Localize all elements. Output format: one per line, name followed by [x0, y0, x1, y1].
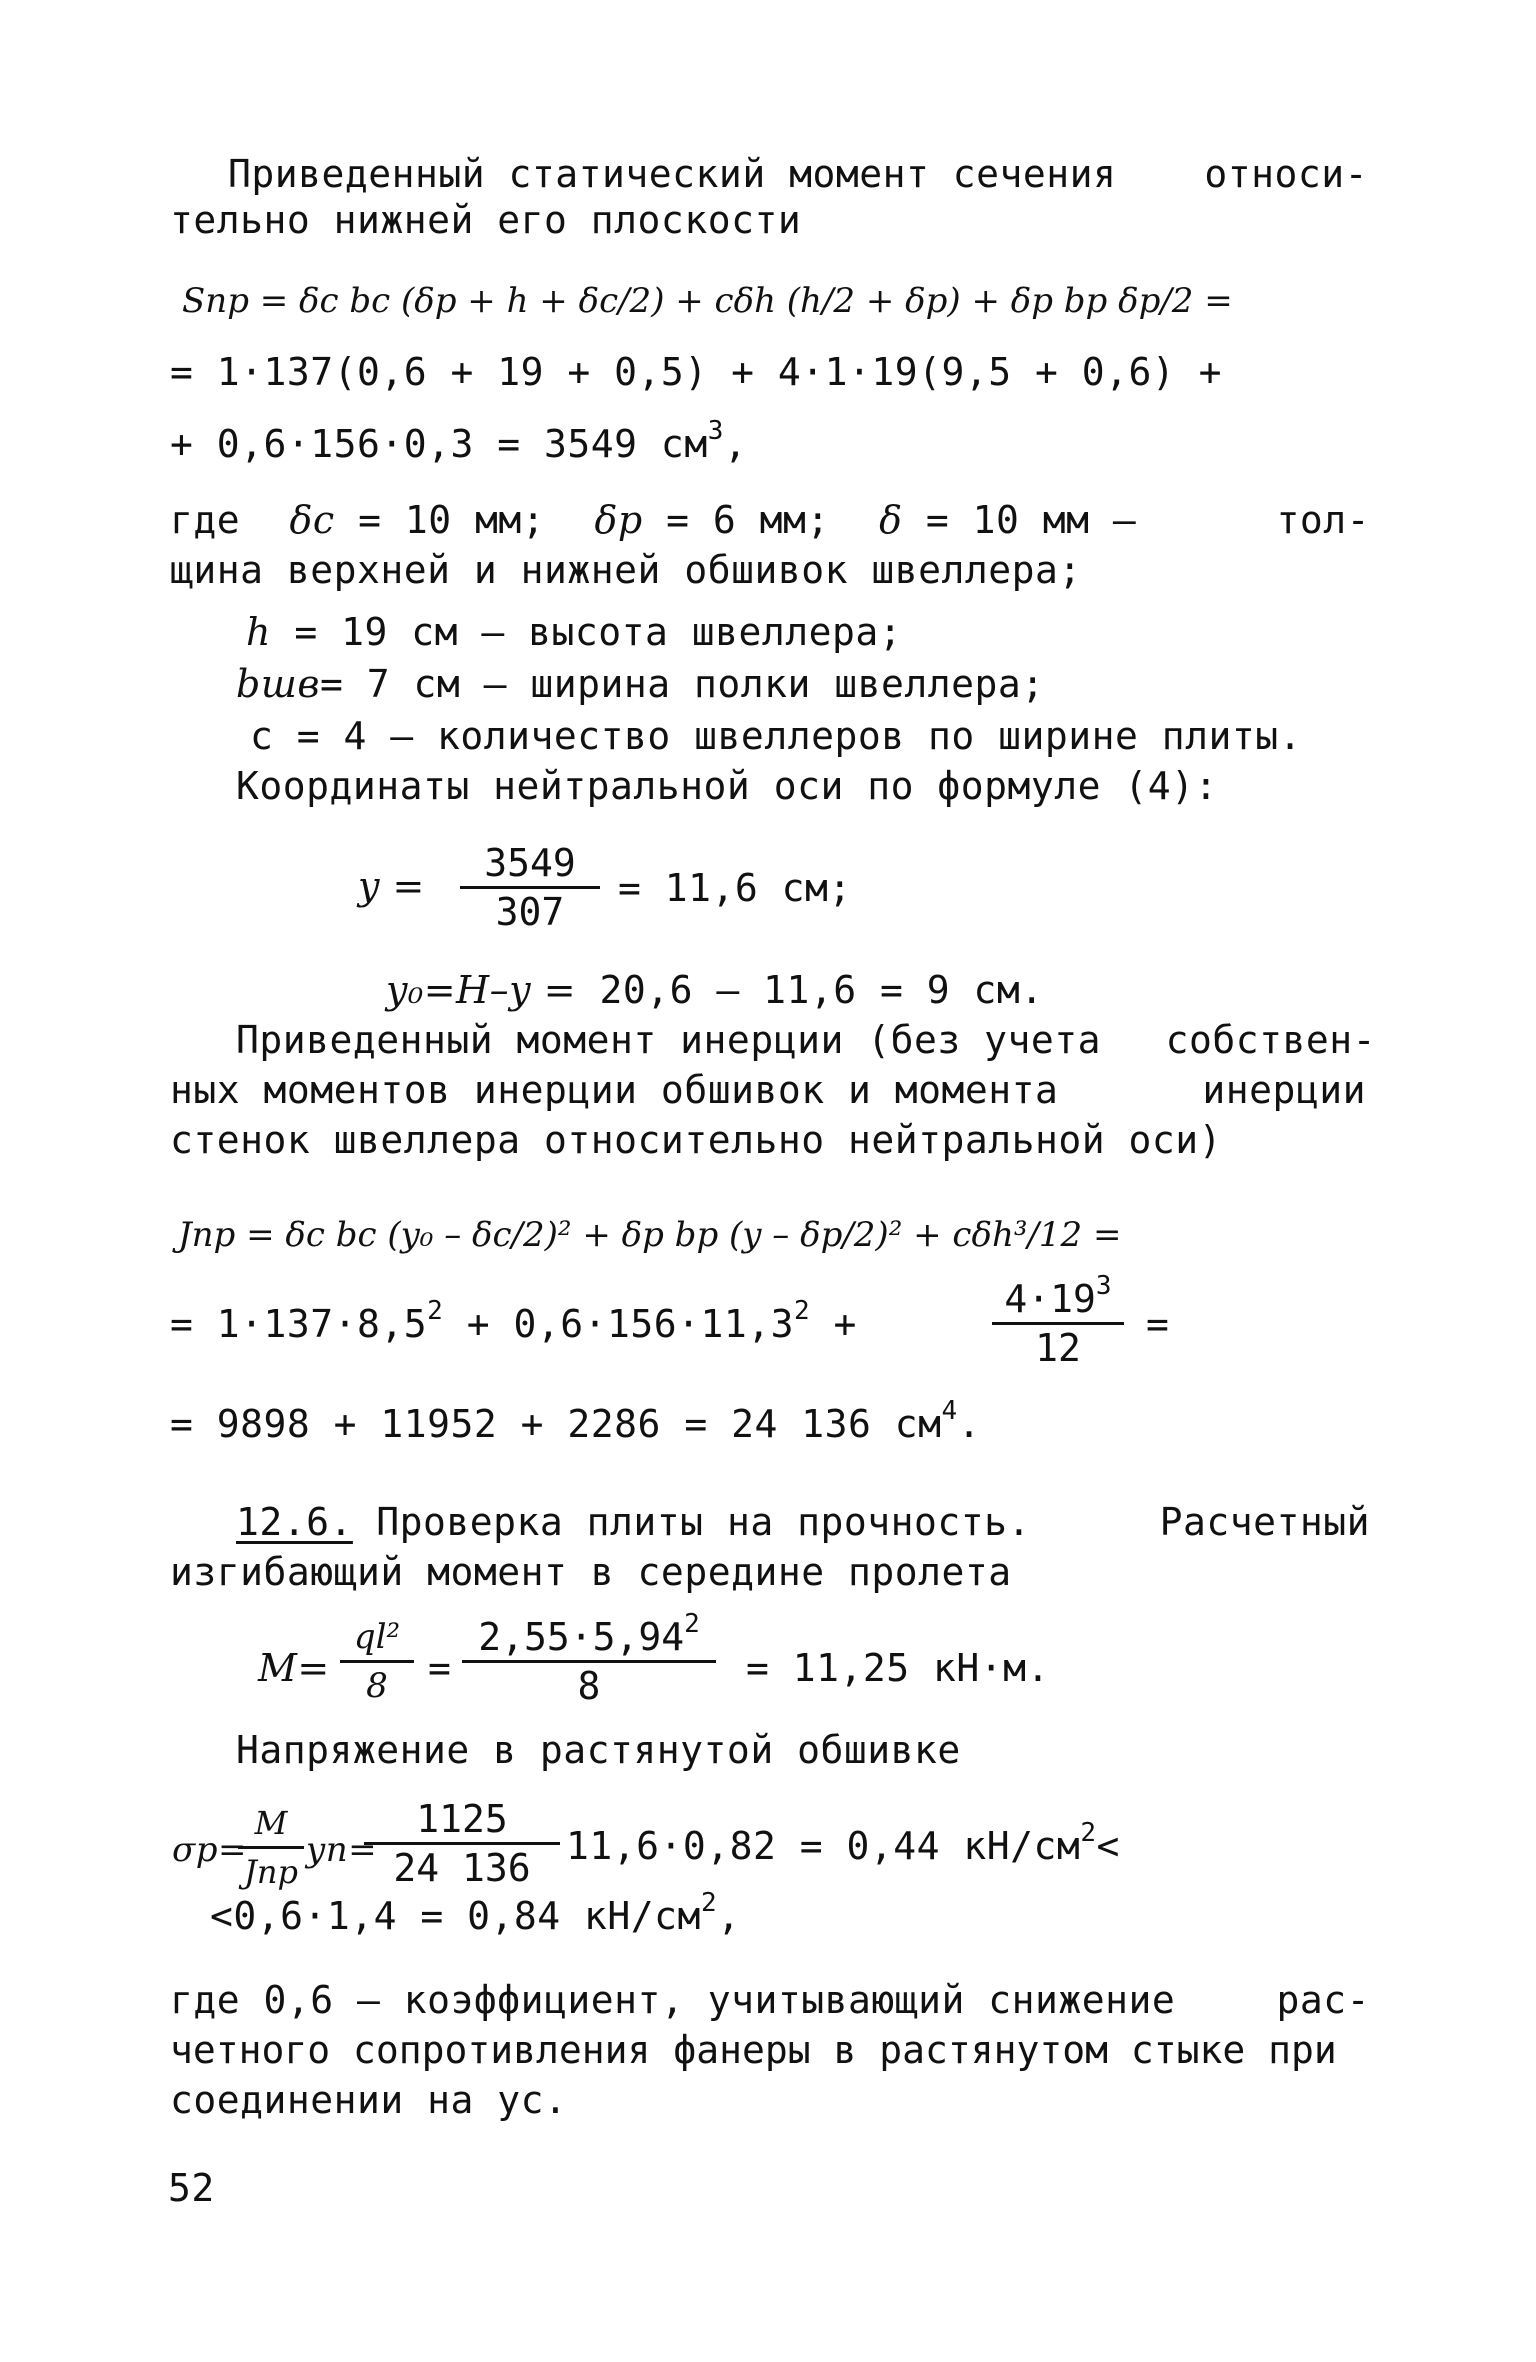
- closing-line-1: [170, 1976, 1370, 2024]
- m-numerator-text: 2,55·5,94: [478, 1615, 685, 1659]
- where-word: где: [170, 498, 241, 542]
- section-line-2: изгибающий момент в середине пролета: [170, 1550, 1012, 1594]
- intro-line-1: [228, 150, 1368, 198]
- h-text: = 19 см – высота швеллера;: [270, 610, 903, 654]
- j-line-2-exp-2: 2: [794, 1296, 811, 1326]
- inertia-line-3: стенок швеллера относительно нейтральной оси): [170, 1118, 1223, 1162]
- section-number: 12.6.: [236, 1500, 353, 1544]
- j-denominator: 12: [1035, 1326, 1081, 1370]
- j-numerator: [992, 1271, 1124, 1325]
- stress-line-2: [210, 1888, 741, 1940]
- inertia-line-1-right: собствен-: [1165, 1018, 1376, 1062]
- section-title: Проверка плиты на прочность.: [352, 1500, 1031, 1544]
- j-formula-line-3: [170, 1396, 982, 1448]
- stress-rhs-text: 11,6·0,82 = 0,44 кН/см: [566, 1824, 1081, 1868]
- j-line-3-exp: 4: [941, 1396, 958, 1426]
- stress-symbolic-denominator: Jпр: [244, 1853, 298, 1891]
- y0-rhs: 20,6 – 11,6 = 9 см.: [599, 968, 1044, 1012]
- s-formula-line-3-end: ,: [723, 422, 748, 466]
- delta-c-value: = 10 мм;: [334, 498, 546, 542]
- section-heading-line: [236, 1498, 1370, 1546]
- s-formula-line-3-text: + 0,6·156·0,3 = 3549 см: [170, 422, 708, 466]
- intro-line-1-right: относи-: [1204, 152, 1368, 196]
- j-line-2-a: = 1·137·8,5: [170, 1302, 428, 1346]
- where-line-1-right: тол-: [1276, 498, 1370, 542]
- s-formula-symbolic: Sпр = δc bc (δp + h + δc/2) + cδh (h/2 + δp) + δp bp δp/2 =: [182, 281, 1233, 321]
- m-symbolic-denominator: 8: [366, 1666, 388, 1706]
- stress-rhs-exp: 2: [1080, 1818, 1097, 1848]
- j-numerator-text: 4·19: [1004, 1277, 1096, 1321]
- b-text: = 7 см – ширина полки швеллера;: [319, 662, 1045, 706]
- closing-line-2: четного сопротивления фанеры в растянутом стыке при: [170, 2028, 1337, 2072]
- h-definition: [246, 608, 902, 656]
- m-numerator: [462, 1609, 716, 1663]
- page-number: 52: [168, 2166, 215, 2210]
- stress-symbolic-numerator: M: [238, 1800, 304, 1849]
- y-lhs: y =: [358, 864, 425, 908]
- j-line-3-text: = 9898 + 11952 + 2286 = 24 136 см: [170, 1402, 942, 1446]
- m-numerator-exp: 2: [684, 1609, 700, 1639]
- stress-intro: Напряжение в растянутой обшивке: [236, 1728, 961, 1772]
- closing-line-3: соединении на ус.: [170, 2078, 568, 2122]
- stress-symbolic-tail: yn=: [306, 1830, 378, 1870]
- where-line-1: [170, 496, 1370, 544]
- b-definition: [236, 660, 1045, 708]
- c-definition: c = 4 – количество швеллеров по ширине плиты.: [250, 714, 1303, 758]
- s-formula-line-2: = 1·137(0,6 + 19 + 0,5) + 4·1·19(9,5 + 0,6) +: [170, 350, 1223, 394]
- delta-p-value: = 6 мм;: [642, 498, 830, 542]
- intro-line-1-left: Приведенный статический момент сечения: [228, 152, 1117, 196]
- stress-numerator: 1125: [364, 1796, 560, 1845]
- stress-line-2-exp: 2: [700, 1888, 718, 1918]
- stress-fraction: [364, 1796, 560, 1891]
- delta-c-symbol: δc: [289, 498, 335, 542]
- s-formula-line-3: [170, 416, 748, 468]
- y-numerator: 3549: [460, 840, 600, 889]
- m-symbolic-fraction: [340, 1614, 414, 1709]
- coords-heading: Координаты нейтральной оси по формуле (4):: [236, 764, 1218, 808]
- y0-lhs: y₀=H–y =: [386, 968, 577, 1012]
- s-formula-line-3-exponent: 3: [707, 416, 724, 446]
- y-rhs: = 11,6 см;: [618, 866, 852, 910]
- delta-value: = 10 мм –: [902, 498, 1137, 542]
- j-formula-line-2: [170, 1296, 857, 1348]
- stress-denominator: 24 136: [393, 1846, 531, 1890]
- m-fraction: [462, 1609, 716, 1709]
- stress-line-2-end: ,: [717, 1894, 741, 1938]
- closing-line-1-right: рас-: [1276, 1978, 1370, 2022]
- j-fraction: [992, 1271, 1124, 1371]
- intro-line-2: тельно нижней его плоскости: [170, 198, 802, 242]
- m-denominator: 8: [577, 1664, 601, 1708]
- stress-lhs: σp=: [172, 1830, 247, 1870]
- where-line-2: щина верхней и нижней обшивок швеллера;: [170, 548, 1082, 592]
- y-fraction: [460, 840, 600, 935]
- j-line-2-end: =: [1146, 1302, 1170, 1346]
- inertia-line-2-right: инерции: [1202, 1068, 1366, 1112]
- b-symbol: bшв: [236, 662, 320, 706]
- h-symbol: h: [246, 610, 271, 654]
- j-formula-symbolic: Jпр = δc bc (y₀ – δc/2)² + δp bp (y – δp/2)² + cδh³/12 =: [178, 1215, 1122, 1255]
- closing-line-1-left: где 0,6 – коэффициент, учитывающий снижение: [170, 1978, 1176, 2022]
- section-heading-right: Расчетный: [1159, 1500, 1370, 1544]
- m-lhs: M=: [258, 1646, 330, 1690]
- inertia-line-1: [236, 1016, 1376, 1064]
- stress-rhs-end: <: [1096, 1824, 1120, 1868]
- inertia-line-1-left: Приведенный момент инерции (без учета: [236, 1018, 1101, 1062]
- delta-p-symbol: δp: [594, 498, 643, 542]
- y-denominator: 307: [495, 890, 565, 934]
- m-eq: =: [428, 1646, 452, 1690]
- stress-line-2-text: <0,6·1,4 = 0,84 кН/см: [210, 1894, 701, 1938]
- inertia-line-2: [170, 1066, 1366, 1114]
- j-line-3-end: .: [957, 1402, 982, 1446]
- inertia-line-2-left: ных моментов инерции обшивок и момента: [170, 1068, 1059, 1112]
- delta-symbol: δ: [879, 498, 903, 542]
- stress-symbolic-fraction: [238, 1800, 304, 1895]
- j-line-2-exp-1: 2: [427, 1296, 444, 1326]
- stress-rhs: [566, 1818, 1120, 1870]
- j-line-2-c: +: [810, 1302, 857, 1346]
- y0-line: [386, 966, 1044, 1014]
- m-rhs: = 11,25 кН·м.: [746, 1646, 1050, 1690]
- m-symbolic-numerator: ql²: [340, 1614, 414, 1663]
- j-line-2-b: + 0,6·156·11,3: [443, 1302, 794, 1346]
- j-numerator-exp: 3: [1095, 1271, 1112, 1301]
